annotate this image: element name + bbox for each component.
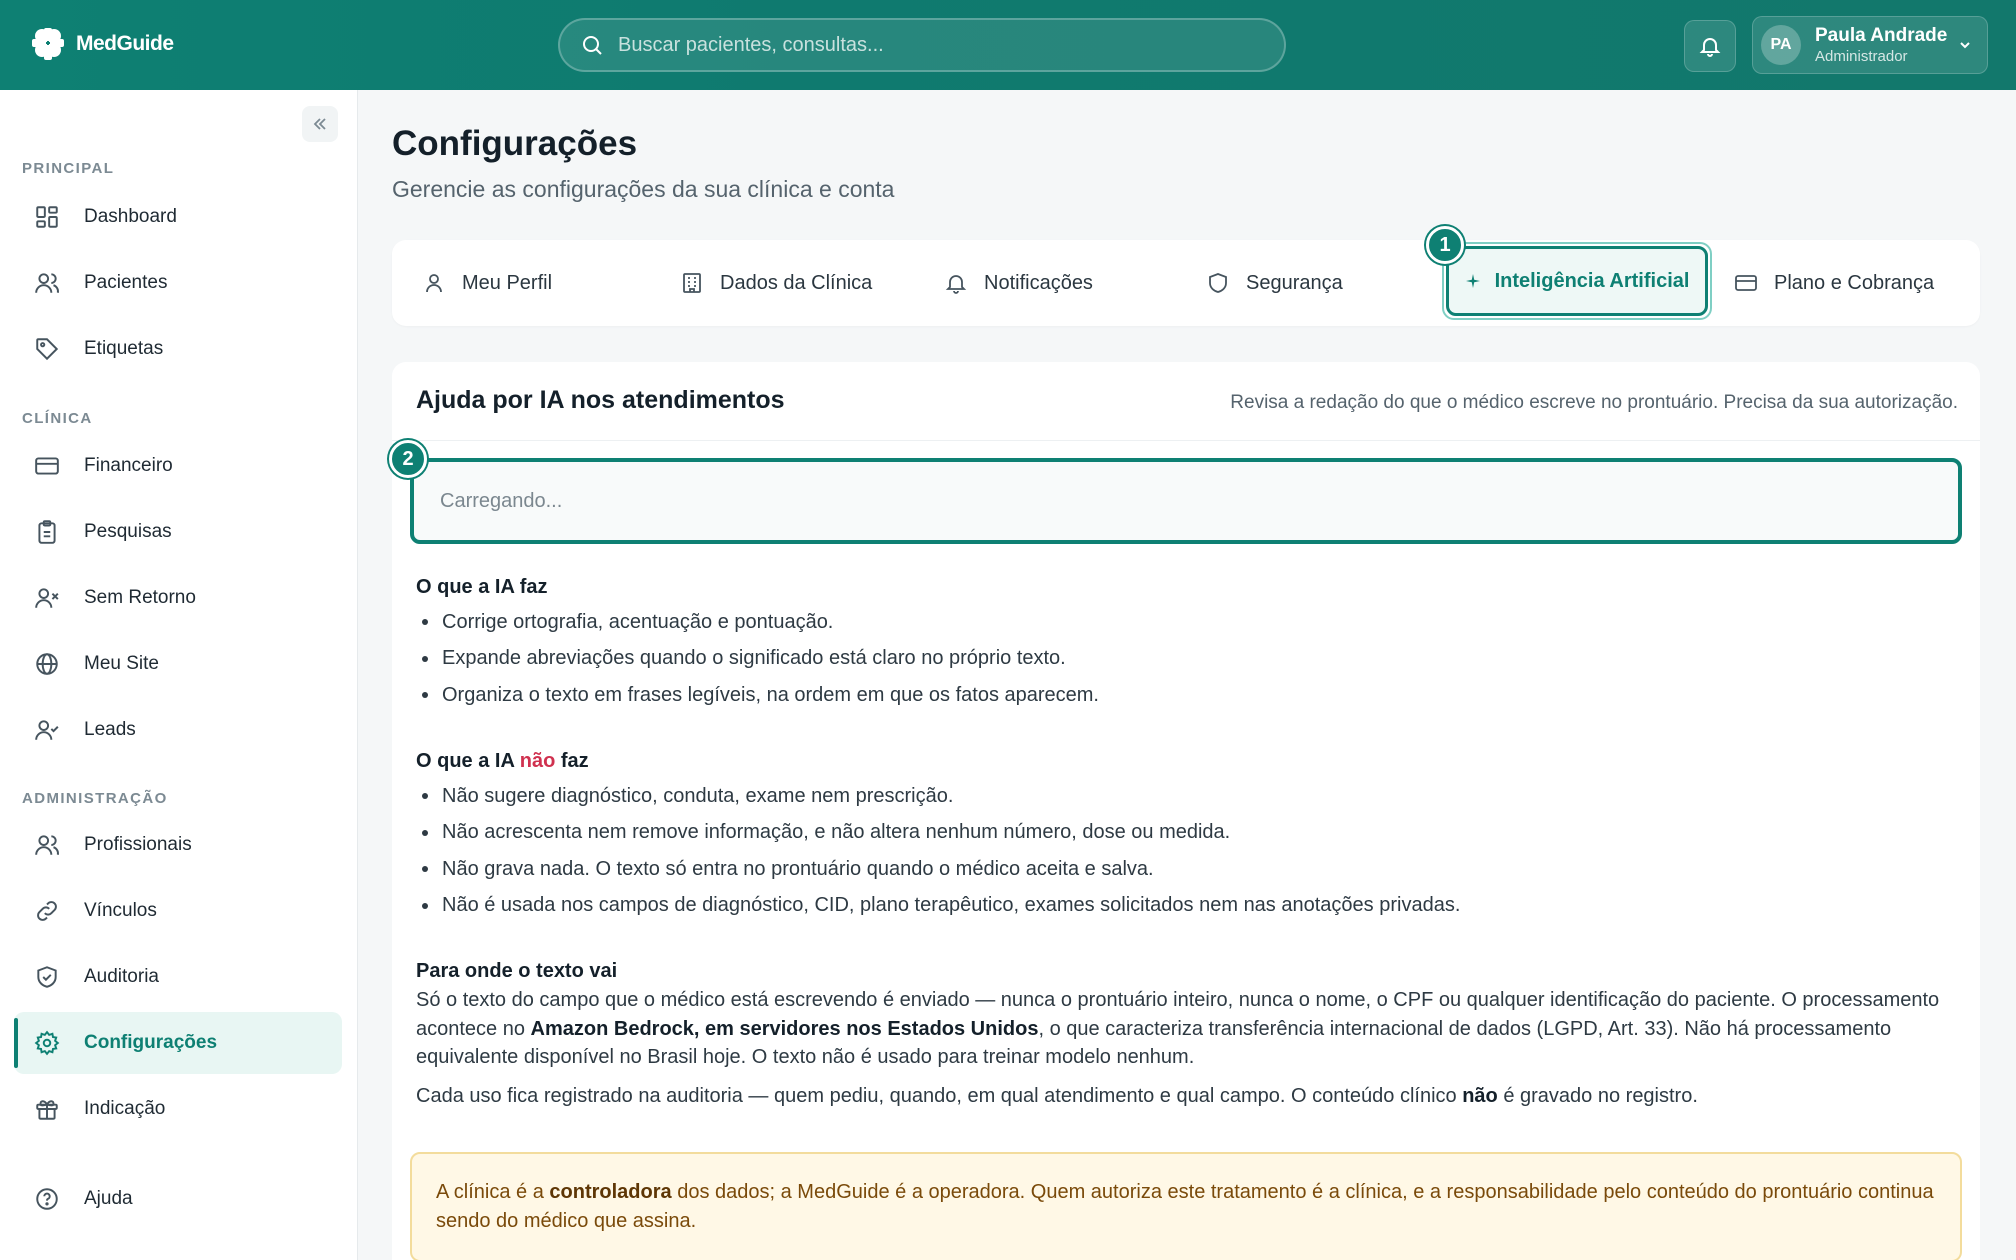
sidebar-item-ajuda[interactable] <box>14 1168 342 1230</box>
sidebar-item-label: Dashboard <box>84 206 177 227</box>
help-circle-icon <box>34 1186 60 1212</box>
sidebar-item-label: Etiquetas <box>84 338 164 359</box>
top-bar <box>0 0 2016 90</box>
tab-meu-perfil[interactable] <box>422 240 552 326</box>
sidebar-item-pacientes[interactable] <box>14 252 342 314</box>
gear-icon <box>34 1030 60 1056</box>
credit-card-icon <box>34 453 60 479</box>
sidebar-item-label: Indicação <box>84 1098 166 1119</box>
users-icon <box>34 270 60 296</box>
ai-settings-card <box>392 362 1980 1260</box>
clipboard-icon <box>34 519 60 545</box>
where-title: Para onde o texto vai <box>416 960 618 982</box>
tab-seguranca[interactable] <box>1206 240 1343 326</box>
page-subtitle: Gerencie as configurações da sua clínica e conta <box>392 176 895 202</box>
sidebar-item-label: Leads <box>84 719 136 740</box>
user-role: Administrador <box>1815 48 1908 65</box>
credit-card-icon <box>1734 271 1758 295</box>
sparkle-icon <box>1465 273 1481 289</box>
sidebar-item-label: Pesquisas <box>84 521 172 542</box>
main-content <box>358 90 2016 1260</box>
sidebar-item-label: Configurações <box>84 1032 218 1053</box>
controller-notice: A clínica é a controladora dos dados; a MedGuide é a operadora. Quem autoriza este tratamento é a clínica, e a responsabilidade pelo conteúdo do prontuário continua sendo do médico que assina. <box>410 1152 1962 1260</box>
tab-label: Inteligência Artificial <box>1494 269 1690 292</box>
loading-text: Carregando... <box>440 489 563 512</box>
tab-label: Notificações <box>984 271 1093 294</box>
negation-highlight: não <box>519 750 556 772</box>
link-icon <box>34 898 60 924</box>
tab-plano-cobranca[interactable] <box>1734 240 1934 326</box>
notifications-button[interactable] <box>1684 20 1736 72</box>
chevrons-left-icon <box>311 115 329 133</box>
where-paragraph-1: Só o texto do campo que o médico está escrevendo é enviado — nunca o prontuário inteiro, nunca o nome, o CPF ou qualquer identificação do paciente. O processamento acontece no Amazon Bedrock, em servidores nos Estados Unidos, o que caracteriza transferência internacional de dados (LGPD, Art. 33). Não há processamento equivalente disponível no Brasil hoje. O texto não é usado para treinar modelo nenhum. <box>416 989 1940 1068</box>
sidebar-item-indicacao[interactable] <box>14 1078 342 1140</box>
does-list <box>416 604 1099 714</box>
tab-dados-clinica[interactable] <box>680 240 872 326</box>
list-item: Não grava nada. O texto só entra no prontuário quando o médico aceita e salva. <box>416 851 1460 888</box>
user-check-icon <box>34 717 60 743</box>
step-badge-1: 1 <box>1426 226 1464 264</box>
card-title: Ajuda por IA nos atendimentos <box>416 386 785 414</box>
user-menu[interactable] <box>1752 16 1988 74</box>
bell-icon <box>1698 34 1722 58</box>
doesnt-list <box>416 778 1460 924</box>
sidebar-item-auditoria[interactable] <box>14 946 342 1008</box>
sidebar-item-label: Pacientes <box>84 272 168 293</box>
sidebar-item-label: Ajuda <box>84 1188 133 1209</box>
sidebar-item-leads[interactable] <box>14 699 342 761</box>
list-item: Organiza o texto em frases legíveis, na ordem em que os fatos aparecem. <box>416 677 1099 714</box>
search-icon <box>580 33 604 57</box>
sidebar-item-dashboard[interactable] <box>14 186 342 248</box>
divider <box>392 440 1980 441</box>
tab-inteligencia-artificial[interactable] <box>1446 246 1708 316</box>
where-paragraph-2: Cada uso fica registrado na auditoria — quem pediu, quando, em qual atendimento e qual campo. O conteúdo clínico não é gravado no registro. <box>416 1085 1698 1107</box>
shield-check-icon <box>34 964 60 990</box>
sidebar-item-label: Sem Retorno <box>84 587 196 608</box>
list-item: Não é usada nos campos de diagnóstico, CID, plano terapêutico, exames solicitados nem nas anotações privadas. <box>416 888 1460 925</box>
shield-icon <box>1206 271 1230 295</box>
gift-icon <box>34 1096 60 1122</box>
brand-name: MedGuide <box>76 32 174 55</box>
section-label-principal: PRINCIPAL <box>22 160 115 177</box>
step-badge-2: 2 <box>389 440 427 478</box>
section-label-clinica: CLÍNICA <box>22 410 93 427</box>
bell-icon <box>944 271 968 295</box>
tab-label: Segurança <box>1246 271 1343 294</box>
sidebar-item-label: Meu Site <box>84 653 159 674</box>
users-icon <box>34 832 60 858</box>
list-item: Corrige ortografia, acentuação e pontuação. <box>416 604 1099 641</box>
sidebar-item-label: Financeiro <box>84 455 173 476</box>
user-name: Paula Andrade <box>1815 25 1948 46</box>
chevron-down-icon <box>1957 37 1973 53</box>
card-description: Revisa a redação do que o médico escreve no prontuário. Precisa da sua autorização. <box>1230 392 1958 413</box>
user-x-icon <box>34 585 60 611</box>
sidebar-item-financeiro[interactable] <box>14 435 342 497</box>
sidebar-item-label: Vínculos <box>84 900 157 921</box>
list-item: Não acrescenta nem remove informação, e não altera nenhum número, dose ou medida. <box>416 815 1460 852</box>
tab-notificacoes[interactable] <box>944 240 1093 326</box>
medguide-logo-icon <box>26 22 70 66</box>
sidebar-item-vinculos[interactable] <box>14 880 342 942</box>
tag-icon <box>34 336 60 362</box>
sidebar <box>0 90 358 1260</box>
tab-label: Meu Perfil <box>462 271 553 294</box>
avatar: PA <box>1761 25 1801 65</box>
list-item: Expande abreviações quando o significado está claro no próprio texto. <box>416 641 1099 678</box>
globe-icon <box>34 651 60 677</box>
section-label-administracao: ADMINISTRAÇÃO <box>22 790 168 807</box>
tab-label: Dados da Clínica <box>720 271 873 294</box>
sidebar-item-sem-retorno[interactable] <box>14 567 342 629</box>
search-bar <box>558 18 1286 72</box>
sidebar-item-etiquetas[interactable] <box>14 318 342 380</box>
tab-label: Plano e Cobrança <box>1774 271 1935 294</box>
sidebar-item-label: Profissionais <box>84 834 192 855</box>
ai-toggle-loading-field[interactable] <box>410 458 1962 544</box>
doesnt-title: O que a IA não faz <box>416 750 589 772</box>
sidebar-item-label: Auditoria <box>84 966 159 987</box>
user-icon <box>422 271 446 295</box>
building-icon <box>680 271 704 295</box>
collapse-sidebar-button[interactable] <box>302 106 338 142</box>
sidebar-item-profissionais[interactable] <box>14 814 342 876</box>
sidebar-item-configuracoes[interactable] <box>14 1012 342 1074</box>
brand-logo[interactable] <box>26 22 174 66</box>
page-title: Configurações <box>392 124 638 163</box>
dashboard-icon <box>34 204 60 230</box>
sidebar-item-pesquisas[interactable] <box>14 501 342 563</box>
search-input[interactable] <box>618 34 1284 57</box>
list-item: Não sugere diagnóstico, conduta, exame nem prescrição. <box>416 778 1460 815</box>
does-title: O que a IA faz <box>416 576 548 598</box>
sidebar-item-meu-site[interactable] <box>14 633 342 695</box>
